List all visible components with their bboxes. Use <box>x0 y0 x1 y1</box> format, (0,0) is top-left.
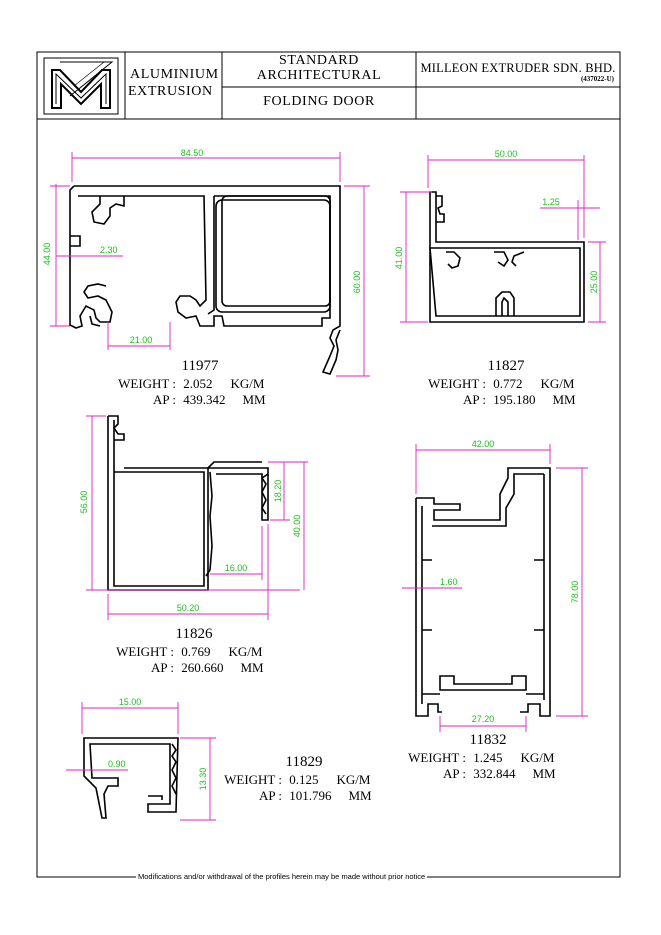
dim-11832-bottom: 27.20 <box>471 714 495 724</box>
weight-value: 0.125 <box>289 772 319 787</box>
profile-11832-ap <box>400 766 556 782</box>
profile-11829-weight <box>216 772 370 788</box>
company-reg: (437022-U) <box>580 75 614 83</box>
dim-11827-height-right: 25.00 <box>589 270 599 294</box>
weight-unit: KG/M <box>228 644 263 659</box>
category-line-2: EXTRUSION <box>128 84 213 99</box>
dim-11827-wall: 1.25 <box>542 197 560 207</box>
company-name: MILLEON EXTRUDER SDN. BHD. <box>420 61 616 75</box>
dim-11977-wall: 2.30 <box>100 245 118 255</box>
standard-line-2: ARCHITECTURAL <box>256 68 382 83</box>
ap-unit: MM <box>348 788 372 803</box>
ap-label: AP : <box>153 392 176 407</box>
ap-value: 195.180 <box>493 392 536 407</box>
ap-unit: MM <box>532 766 556 781</box>
weight-unit: KG/M <box>520 750 555 765</box>
profile-11827-weight <box>420 376 574 392</box>
dim-11832-width: 42.00 <box>471 439 495 449</box>
dim-11977-width: 84.50 <box>180 148 204 158</box>
profile-11832-drawing <box>402 439 588 732</box>
ap-label: AP : <box>259 788 282 803</box>
footer-notice: Modifications and/or withdrawal of the profiles herein may be made without prior notice <box>138 872 426 881</box>
profile-11826-ap <box>108 660 264 676</box>
ap-value: 101.796 <box>289 788 332 803</box>
weight-label: WEIGHT : <box>116 644 174 659</box>
profile-11832-weight <box>400 750 554 766</box>
weight-value: 0.769 <box>181 644 211 659</box>
profile-11827-ap <box>420 392 576 408</box>
profile-id-11826: 11826 <box>175 626 213 642</box>
dim-11977-slot: 21.00 <box>129 335 153 345</box>
ap-unit: MM <box>242 392 266 407</box>
ap-label: AP : <box>443 766 466 781</box>
dim-11832-wall: 1.60 <box>440 577 458 587</box>
dim-11977-height-left: 44.00 <box>42 242 52 266</box>
company-logo <box>44 58 118 114</box>
dim-11829-wall: 0.90 <box>108 759 126 769</box>
weight-label: WEIGHT : <box>224 772 282 787</box>
weight-value: 0.772 <box>493 376 523 391</box>
weight-label: WEIGHT : <box>408 750 466 765</box>
dim-11829-width: 15.00 <box>118 697 142 707</box>
dim-11977-height-right: 60.00 <box>352 270 362 294</box>
weight-label: WEIGHT : <box>428 376 486 391</box>
weight-unit: KG/M <box>230 376 265 391</box>
standard-line-1: STANDARD <box>279 53 359 68</box>
dim-11827-width: 50.00 <box>494 149 518 159</box>
ap-unit: MM <box>240 660 264 675</box>
profile-11827-drawing <box>394 149 606 322</box>
profile-id-11827: 11827 <box>487 358 525 374</box>
ap-value: 332.844 <box>473 766 516 781</box>
ap-value: 439.342 <box>183 392 226 407</box>
dim-11826-lip: 18.20 <box>273 479 283 503</box>
dim-11826-channel: 16.00 <box>224 563 248 573</box>
profile-id-11829: 11829 <box>285 754 323 770</box>
weight-unit: KG/M <box>336 772 371 787</box>
ap-unit: MM <box>552 392 576 407</box>
dim-11826-height: 56.00 <box>79 490 89 514</box>
dim-11832-height: 78.00 <box>570 580 580 604</box>
profile-11829-drawing <box>66 697 216 820</box>
weight-value: 1.245 <box>473 750 503 765</box>
weight-unit: KG/M <box>540 376 575 391</box>
ap-label: AP : <box>463 392 486 407</box>
profile-11977-drawing <box>42 148 370 376</box>
weight-value: 2.052 <box>183 376 213 391</box>
product-type: FOLDING DOOR <box>263 94 375 109</box>
ap-value: 260.660 <box>181 660 224 675</box>
profile-11826-weight <box>108 644 262 660</box>
profile-11977-ap <box>110 392 266 408</box>
dim-11826-height-right: 40.00 <box>292 514 302 538</box>
profile-11977-weight <box>110 376 264 392</box>
profile-11829-ap <box>216 788 372 804</box>
dim-11827-height-left: 41.00 <box>394 246 404 270</box>
profile-11826-drawing <box>79 416 308 620</box>
category-line-1: ALUMINIUM <box>130 67 219 82</box>
profile-id-11832: 11832 <box>469 732 507 748</box>
dim-11829-height: 13.30 <box>198 767 208 791</box>
dim-11826-width: 50.20 <box>176 603 200 613</box>
ap-label: AP : <box>151 660 174 675</box>
weight-label: WEIGHT : <box>118 376 176 391</box>
profile-id-11977: 11977 <box>181 358 219 374</box>
